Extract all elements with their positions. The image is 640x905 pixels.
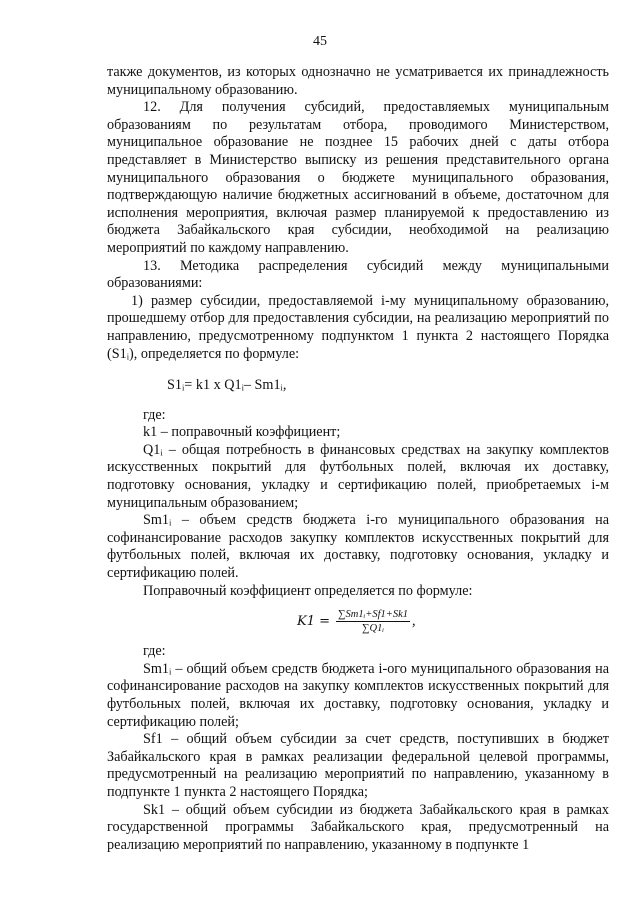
formula-s1: S1ᵢ= k1 x Q1ᵢ– Sm1ᵢ, (167, 377, 287, 394)
definition-sm1-total: Sm1ᵢ – общий объем средств бюджета i-ого муниципального образования на софинансирование расходов на закупку комплектов искусственных покрытий для футбольных полей, включая их доставку, подготовку основания, укладку и сертификацию полей; (107, 660, 609, 730)
paragraph-13: 13. Методика распределения субсидий между муниципальными образованиями: (107, 257, 609, 292)
formula-k1-lhs: K1 = (297, 613, 331, 629)
document-body (107, 64, 609, 854)
definition-k1: k1 – поправочный коэффициент; (143, 424, 341, 441)
paragraph-12: 12. Для получения субсидий, предоставляемых муниципальным образованиям по результатам отбора, проводимого Министерством, муниципальное образование не позднее 15 рабочих дней с даты отбора представляет в Министерство выписку из решения представительного органа муниципального образования о бюджете муниципального образования, подтверждающую наличие бюджетных ассигнований в объеме, достаточном для исполнения мероприятия, включая размер планируемой к предоставлению из бюджета Забайкальского края субсидии, необходимой на реализацию мероприятий по каждому направлению. (107, 99, 609, 256)
definition-sk1: Sk1 – общий объем субсидии из бюджета Забайкальского края в рамках государственной программы Забайкальского края, предусмотренный на реализацию мероприятий по направлению, указанному в подпункте 1 (107, 801, 609, 853)
definition-q1: Q1ᵢ – общая потребность в финансовых средствах на закупку комплектов искусственных покрытий для футбольных полей, включая их доставку, подготовку основания, укладку и сертификацию полей, приобретаемых i-м муниципальным образованием; (107, 441, 609, 511)
formula-k1-fraction (336, 608, 410, 635)
where-label-1: где: (143, 406, 166, 423)
formula-k1-numerator: ∑Sm1ᵢ+Sf1+Sk1 (338, 609, 408, 621)
page-number: 45 (313, 34, 327, 49)
formula-k1 (107, 608, 609, 635)
paragraph-13-1: 1) размер субсидии, предоставляемой i-му муниципальному образованию, прошедшему отбор для предоставления субсидии, на реализацию мероприятий по направлению, предусмотренному подпунктом 1 пункта 2 настоящего Порядка (S1ᵢ), определяется по формуле: (107, 292, 609, 362)
definition-sm1: Sm1ᵢ – объем средств бюджета i-го муниципального образования на софинансирование расходов закупку комплектов искусственных покрытий для футбольных полей, включая их доставку, подготовку основания, укладку и сертификацию полей. (107, 512, 609, 582)
formula-k1-denominator: ∑Q1ᵢ (362, 623, 384, 635)
definition-sf1: Sf1 – общий объем субсидии за счет средств, поступивших в бюджет Забайкальского края в рамках реализации федеральной целевой программы, предусмотренный на реализацию мероприятий по направлению, указанному в подпункте 1 пункта 2 настоящего Порядка; (107, 731, 609, 800)
paragraph-continuation: также документов, из которых однозначно не усматривается их принадлежность муниципальному образованию. (107, 64, 609, 98)
coefficient-intro: Поправочный коэффициент определяется по формуле: (143, 582, 473, 599)
where-label-2: где: (143, 643, 166, 660)
formula-k1-comma: , (412, 612, 416, 629)
